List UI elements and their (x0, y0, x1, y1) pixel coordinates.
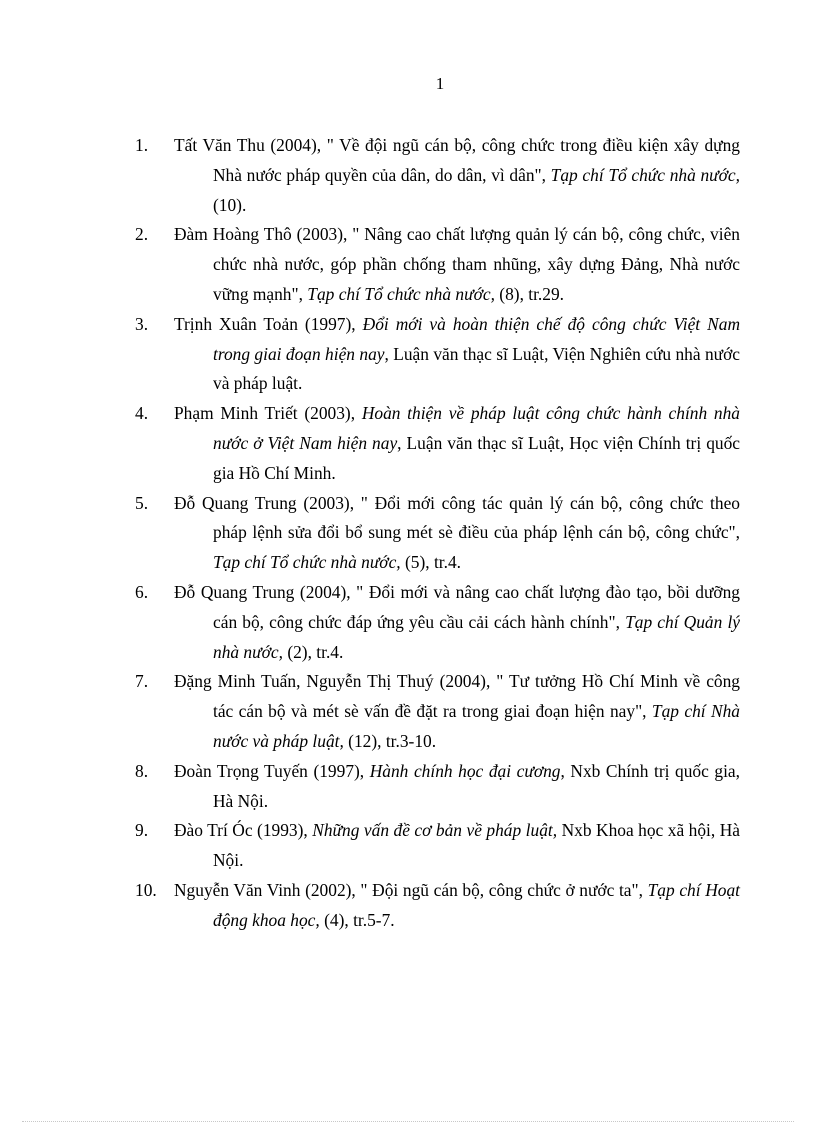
reference-text-segment: Nxb Khoa học xã hội, Hà Nội. (213, 820, 740, 871)
reference-item (135, 757, 740, 817)
reference-item (135, 489, 740, 578)
reference-text (174, 220, 740, 309)
reference-item (135, 578, 740, 667)
reference-text-segment: Đỗ Quang Trung (2004), " Đổi mới và nâng cao chất lượng đào tạo, bồi dưỡng cán bộ, công chức đáp ứng yêu cầu cải cách hành chính", (174, 581, 740, 632)
reference-list (135, 131, 740, 936)
reference-text (174, 876, 740, 936)
reference-text-segment: Đỗ Quang Trung (2003), " Đổi mới công tác quản lý cán bộ, công chức theo pháp lệnh sửa đổi bổ sung mét sè điều của pháp lệnh cán bộ, công chức", (174, 492, 740, 543)
reference-title-italic: Tạp chí Tổ chức nhà nước, (213, 552, 401, 573)
reference-text-segment: (4), tr.5-7. (319, 909, 395, 930)
page-number: 1 (435, 74, 445, 93)
reference-text-segment: (8), tr.29. (494, 283, 565, 304)
reference-text-segment: , Luận văn thạc sĩ Luật, Viện Nghiên cứu nhà nước và pháp luật. (213, 343, 740, 394)
reference-item (135, 667, 740, 756)
reference-text-segment: Đàm Hoàng Thô (2003), " Nâng cao chất lượng quản lý cán bộ, công chức, viên chức nhà nước, góp phần chống tham nhũng, xây dựng Đảng, Nhà nước vững mạnh", (174, 224, 740, 304)
reference-text-segment: , Luận văn thạc sĩ Luật, Học viện Chính trị quốc gia Hồ Chí Minh. (213, 432, 740, 483)
reference-text-segment: (12), tr.3-10. (343, 730, 437, 751)
reference-title-italic: Những vấn đề cơ bản về pháp luật, (312, 820, 558, 841)
reference-text (174, 816, 740, 876)
reference-item (135, 876, 740, 936)
reference-title-italic: Hành chính học đại cương (369, 760, 561, 781)
reference-title-italic: Tạp chí Nhà nước và pháp luật, (213, 701, 740, 751)
reference-title-italic: Tạp chí Tổ chức nhà nước, (550, 164, 740, 185)
reference-number: 1. (135, 135, 149, 155)
reference-number: 5. (135, 492, 149, 513)
reference-title-italic: Tạp chí Tổ chức nhà nước, (307, 283, 495, 304)
reference-text (174, 310, 741, 399)
page-bottom-border (22, 1121, 794, 1122)
reference-number: 2. (135, 224, 149, 245)
reference-text-segment: Tất Văn Thu (2004), " Về đội ngũ cán bộ, công chức trong điều kiện xây dựng Nhà nước pháp quyền của dân, do dân, vì dân", (174, 135, 740, 185)
reference-item (135, 310, 740, 399)
reference-text (174, 489, 740, 578)
reference-text-segment: Đoàn Trọng Tuyến (1997), (174, 760, 370, 781)
reference-text (174, 131, 740, 220)
reference-text-segment: Trịnh Xuân Toản (1997), (174, 313, 363, 334)
reference-number: 10. (135, 879, 157, 900)
reference-text (174, 578, 740, 667)
reference-text-segment: Nguyễn Văn Vinh (2002), " Đội ngũ cán bộ, công chức ở nước ta", (174, 879, 648, 900)
reference-text-segment: (10). (213, 194, 247, 215)
reference-item (135, 220, 740, 309)
reference-item (135, 131, 740, 220)
reference-text-segment: Đào Trí Óc (1993), (174, 820, 313, 841)
reference-title-italic: Tạp chí Quản lý nhà nước, (213, 611, 740, 662)
reference-text (174, 667, 740, 756)
reference-title-italic: Đổi mới và hoàn thiện chế độ công chức Việt Nam trong giai đoạn hiện nay (213, 313, 741, 364)
reference-number: 7. (135, 671, 149, 692)
reference-number: 9. (135, 820, 149, 841)
reference-text (174, 399, 740, 488)
reference-text-segment: (5), tr.4. (400, 552, 462, 573)
reference-item (135, 816, 740, 876)
reference-number: 6. (135, 581, 149, 602)
reference-text-segment: Phạm Minh Triết (2003), (174, 403, 362, 424)
reference-text-segment: Đặng Minh Tuấn, Nguyễn Thị Thuý (2004), " Tư tưởng Hồ Chí Minh về công tác cán bộ và mét sè vấn đề đặt ra trong giai đoạn hiện nay", (174, 671, 740, 722)
reference-text-segment: (2), tr.4. (282, 641, 344, 662)
reference-text (174, 757, 740, 817)
reference-title-italic: Tạp chí Hoạt động khoa học, (213, 879, 740, 930)
reference-title-italic: Hoàn thiện về pháp luật công chức hành chính nhà nước ở Việt Nam hiện nay (213, 403, 740, 453)
reference-item (135, 399, 740, 488)
reference-text-segment: , Nxb Chính trị quốc gia, Hà Nội. (213, 760, 740, 811)
reference-number: 8. (135, 760, 149, 781)
reference-number: 4. (135, 403, 149, 424)
reference-number: 3. (135, 313, 149, 334)
